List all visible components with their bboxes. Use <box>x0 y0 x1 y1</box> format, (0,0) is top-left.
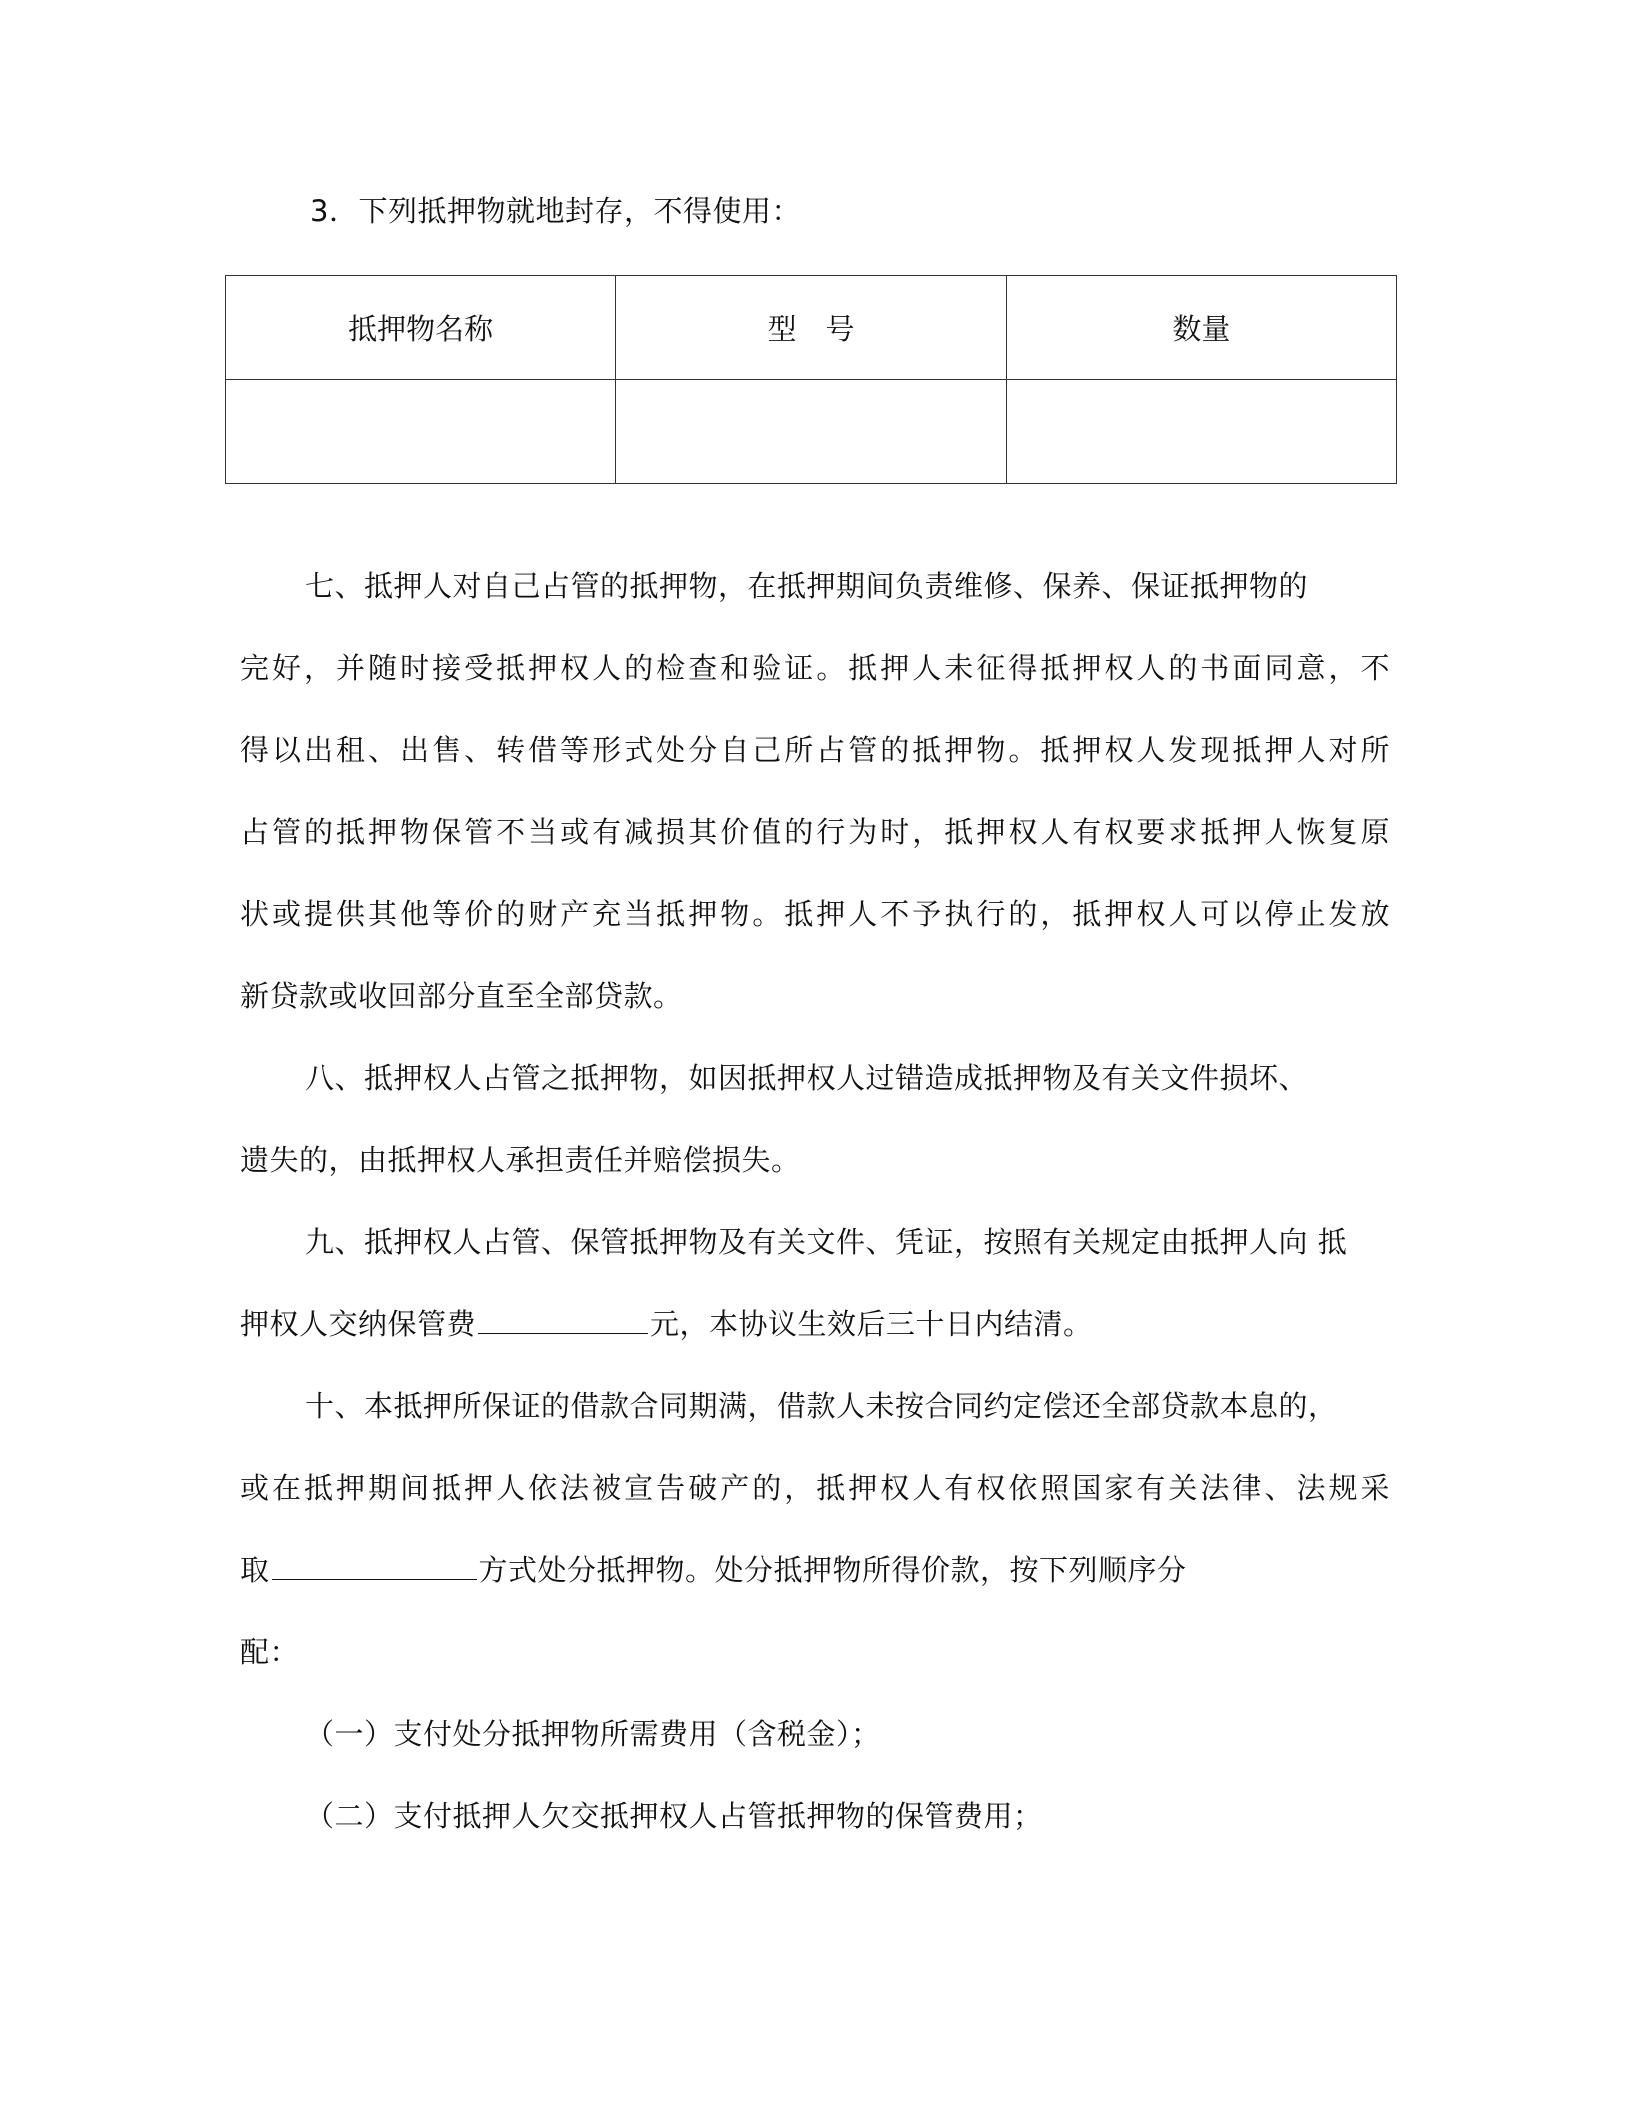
header-model: 型 号 <box>616 276 1006 380</box>
clause-10-line-4: 配： <box>240 1635 300 1669</box>
clause-10-text-before-blank: 取 <box>240 1553 270 1587</box>
clause-10-text-after-blank: 方式处分抵押物。处分抵押物所得价款，按下列顺序分 <box>478 1553 1187 1587</box>
clause-7-line-5: 状或提供其他等价的财产充当抵押物。抵押人不予执行的，抵押权人可以停止发放 <box>240 897 1390 931</box>
table-header-row <box>226 276 1397 380</box>
clause-7-line-2: 完好，并随时接受抵押权人的检查和验证。抵押人未征得抵押权人的书面同意，不 <box>240 651 1390 685</box>
header-collateral-name: 抵押物名称 <box>226 276 616 380</box>
disposal-method-blank[interactable] <box>272 1551 477 1580</box>
clause-6-item-3: 3．下列抵押物就地封存，不得使用： <box>310 194 801 228</box>
clause-8-line-2: 遗失的，由抵押权人承担责任并赔偿损失。 <box>240 1143 801 1177</box>
sealed-collateral-table <box>225 275 1397 484</box>
clause-8-line-1: 八、抵押权人占管之抵押物，如因抵押权人过错造成抵押物及有关文件损坏、 <box>305 1061 1309 1095</box>
cell-collateral-name <box>226 380 616 484</box>
clause-7-line-4: 占管的抵押物保管不当或有减损其价值的行为时，抵押权人有权要求抵押人恢复原 <box>240 815 1390 849</box>
table-row <box>226 380 1397 484</box>
cell-quantity <box>1006 380 1396 484</box>
distribution-item-1: （一）支付处分抵押物所需费用（含税金）； <box>305 1717 881 1751</box>
clause-9-line-1: 九、抵押权人占管、保管抵押物及有关文件、凭证，按照有关规定由抵押人向 抵 <box>305 1225 1348 1259</box>
clause-9-text-before-blank: 押权人交纳保管费 <box>240 1307 477 1341</box>
clause-9-line-2 <box>240 1304 1093 1344</box>
distribution-item-2: （二）支付抵押人欠交抵押权人占管抵押物的保管费用； <box>305 1799 1043 1833</box>
clause-9-text-after-blank: 元，本协议生效后三十日内结清。 <box>650 1307 1093 1341</box>
clause-10-line-2: 或在抵押期间抵押人依法被宣告破产的，抵押权人有权依照国家有关法律、法规采 <box>240 1471 1390 1505</box>
clause-10-line-1: 十、本抵押所保证的借款合同期满，借款人未按合同约定偿还全部贷款本息的， <box>305 1389 1338 1423</box>
cell-model <box>616 380 1006 484</box>
clause-7-line-3: 得以出租、出售、转借等形式处分自己所占管的抵押物。抵押权人发现抵押人对所 <box>240 733 1390 767</box>
storage-fee-blank[interactable] <box>478 1305 648 1334</box>
clause-7-line-1: 七、抵押人对自己占管的抵押物，在抵押期间负责维修、保养、保证抵押物的 <box>305 569 1309 603</box>
clause-7-line-6: 新贷款或收回部分直至全部贷款。 <box>240 979 683 1013</box>
clause-10-line-3 <box>240 1550 1187 1590</box>
header-quantity: 数量 <box>1006 276 1396 380</box>
